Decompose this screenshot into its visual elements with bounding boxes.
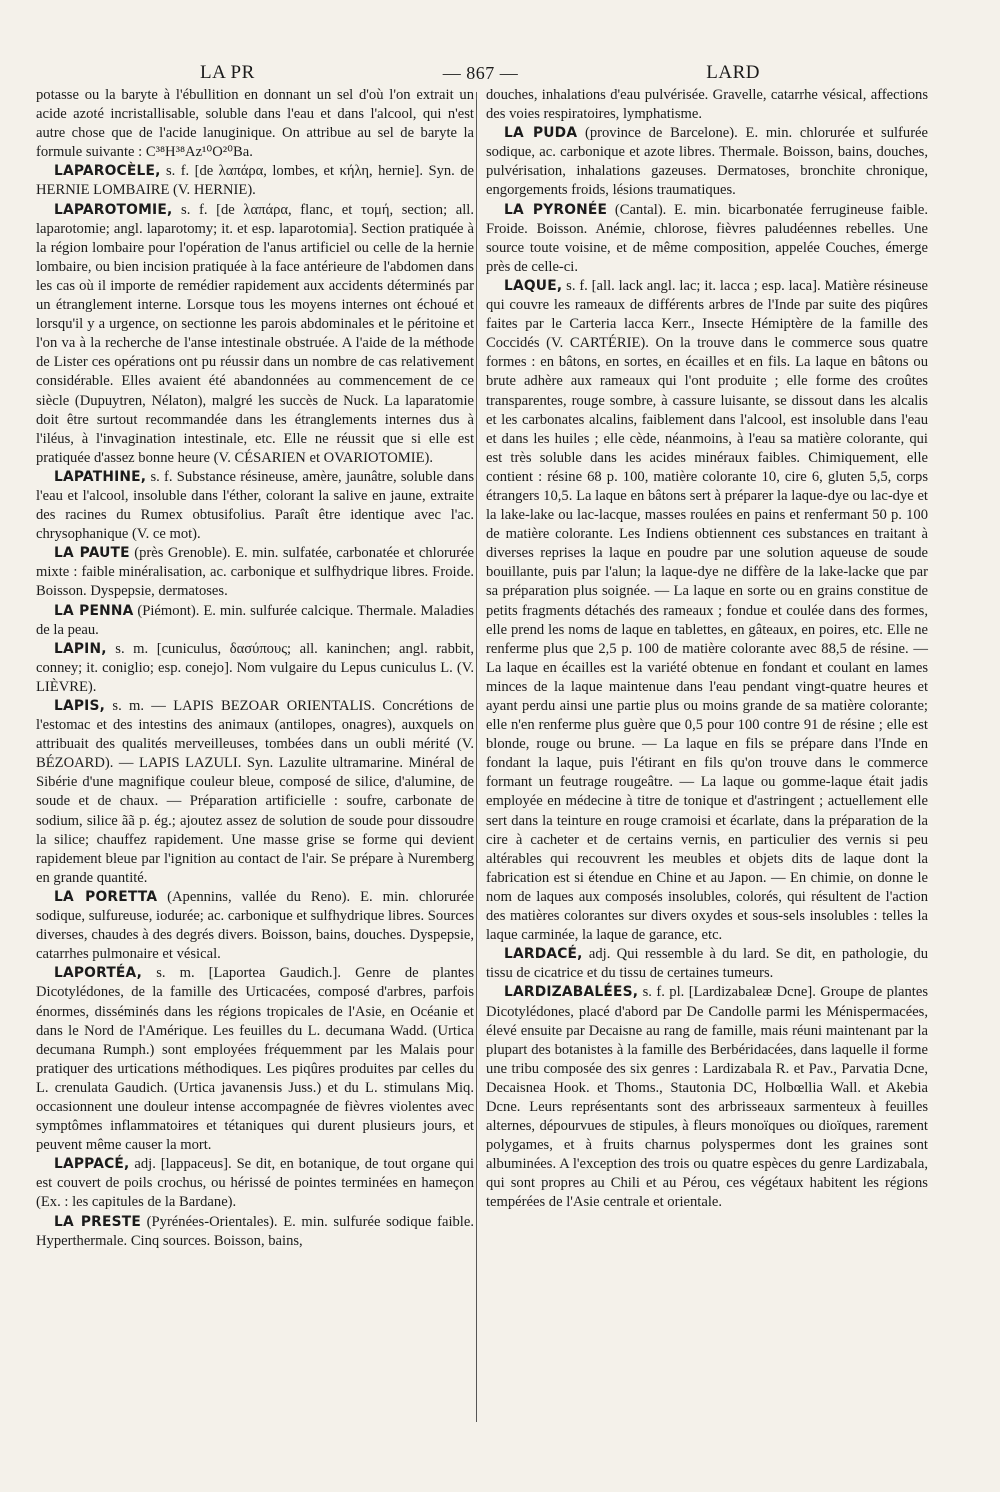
header-right-guide-word: LARD (706, 62, 760, 83)
entry-headword: LA PYRONÉE (504, 201, 608, 218)
entry-definition: (Apennins, vallée du Reno). E. min. chlorurée sodique, sulfureuse, iodurée; ac. carbonique et sulfhydrique libres. Sources diverses, chaudes à des degrés divers. Boisson, bains, douches. Dyspepsie, catarrhes pulmonaire et vésical. (36, 888, 474, 963)
entry-definition: s. f. Substance résineuse, amère, jaunâtre, soluble dans l'eau et l'alcool, insoluble dans l'éther, colorant la salive en jaune, extraite des racines du Rumex obtusifolius. Paraît être identique avec l'ac. chrysophanique (V. ce mot). (36, 468, 474, 543)
running-header (200, 56, 760, 90)
entry-headword: LAPIS, (54, 698, 106, 714)
entry-definition: s. f. [de λαπάρα, lombes, et κήλη, hernie]. Syn. de HERNIE LOMBAIRE (V. HERNIE). (36, 163, 474, 199)
dictionary-entry (36, 602, 474, 640)
entry-definition: s. f. pl. [Lardizabaleæ Dcne]. Groupe de plantes Dicotylédones, placé d'abord par De Candolle parmi les Ménispermacées, élevé ensuite par Decaisne au rang de famille, mais réuni maintenant par la plupart des botanistes à la famille des Berbéridacées, dans laquelle il forme une tribu composée des six genres : Lardizabala R. et Pav., Parvatia Dcne, Decaisnea Hook. et Thoms., Stautonia DC, Holbœllia Wall. et Akebia Dcne. Leurs représentants sont des arbrisseaux sarmenteux à feuilles alternes, dépourvues de stipules, à fleurs monoïques ou dioïques, rarement polygames, et à fruits charnus polyspermes dont les graines sont albuminées. A l'exception des trois ou quatre espèces du genre Lardizabala, qui sont propres au Chili et au Pérou, ces végétaux habitent les régions tempérées de l'Asie centrale et orientale. (486, 984, 928, 1211)
entry-definition: s. m. [Laportea Gaudich.]. Genre de plantes Dicotylédones, de la famille des Urticacées, composé d'arbres, parfois énormes, disséminés dans les régions tropicales de l'Asie, en Océanie et dans le Nord de l'Amérique. Les feuilles du L. decumana Wadd. (Urtica decumana Rumph.) sont employées fréquemment par les Malais pour pratiquer des urtications méthodiques. Les piqûres produites par celles du L. crenulata Gaudich. (Urtica javanensis Juss.) et du L. stimulans Miq. occasionnent une douleur intense accompagnée de fièvres violentes avec symptômes inflammatoires et tétaniques qui durent plusieurs jours, et peuvent même causer la mort. (36, 965, 474, 1154)
dictionary-entry (486, 201, 928, 277)
entry-definition: adj. Qui ressemble à du lard. Se dit, en pathologie, du tissu de cicatrice et du tissu de certaines tumeurs. (486, 946, 928, 982)
entry-definition: s. m. — LAPIS BEZOAR ORIENTALIS. Concrétions de l'estomac et des intestins des animaux (antilopes, onagres), auxquels on attribuait des qualités merveilleuses, tombées dans un oubli mérité (V. BÉZOARD). — LAPIS LAZULI. Syn. Lazulite ultramarine. Minéral de Sibérie d'une magnifique couleur bleue, composé de silice, d'alumine, de soude et de chaux. — Préparation artificielle : soufre, carbonate de sodium, silice ãã p. ég.; ajoutez assez de solution de soude pour dissoudre la silice; chauffez rapidement. Une masse grise se forme qui devient rapidement bleue par l'ignition au contact de l'air. Se prépare à Nuremberg en grande quantité. (36, 698, 474, 886)
entry-headword: LAPORTÉA, (54, 965, 143, 982)
dictionary-entry (36, 964, 474, 1155)
entry-definition: potasse ou la baryte à l'ébullition en donnant un sel d'où l'on extrait un acide azoté incristallisable, soluble dans l'eau et dans l'alcool, qui n'est autre chose que de l'acide lanuginique. On attribue au sel de baryte la formule suivante : C³⁸H³⁸Az¹⁰O²⁰Ba. (36, 87, 474, 161)
dictionary-entry (36, 697, 474, 888)
dictionary-entry (36, 162, 474, 200)
dictionary-entry (486, 124, 928, 200)
dictionary-entry (486, 945, 928, 983)
dictionary-entry (36, 201, 474, 468)
entry-definition: (Cantal). E. min. bicarbonatée ferrugineuse faible. Froide. Boisson. Anémie, chlorose, fièvres paludéennes rebelles. Une source toute voisine, et de même composition, appelée Couches, émerge près de celle-ci. (486, 201, 929, 275)
entry-definition: (près Grenoble). E. min. sulfatée, carbonatée et chlorurée mixte : faible minéralisation, ac. carbonique et sulfhydrique libres. Froide. Boisson. Dyspepsie, dermatoses. (36, 545, 474, 600)
dictionary-entry (36, 1213, 474, 1251)
dictionary-entry (36, 86, 474, 162)
entry-headword: LAPPACÉ, (54, 1156, 130, 1173)
entry-headword: LARDACÉ, (504, 946, 583, 963)
left-column (36, 86, 474, 1251)
dictionary-entry (36, 544, 474, 601)
entry-definition: adj. [lappaceus]. Se dit, en botanique, de tout organe qui est couvert de poils crochus, ou hérissé de pointes terminées en hameçon (Ex. : les capitules de la Bardane). (36, 1156, 475, 1211)
entry-definition: douches, inhalations d'eau pulvérisée. Gravelle, catarrhe vésical, affections des voies respiratoires, lymphatisme. (486, 87, 928, 123)
entry-headword: LA PENNA (54, 602, 134, 619)
dictionary-entry (36, 888, 474, 964)
entry-definition: s. f. [all. lack angl. lac; it. lacca ; esp. laca]. Matière résineuse qui couvre les rameaux de différents arbres de l'Inde par suite des piqûres faites par le Carteria lacca Kerr., Insecte Hémiptère de la famille des Coccidés (V. CARTÉRIE). On la trouve dans le commerce sous quatre formes : en bâtons, en sortes, en écailles et en fils. La laque en bâtons ou brute adhère aux rameaux qui l'ont produite ; elle forme des croûtes transparentes, rouge sombre, à cassure luisante, se dissout dans les alcalis et les carbonates alcalins, faiblement dans l'alcool, est insoluble dans l'eau et dans les huiles ; elle cède, néanmoins, à l'eau sa matière colorante, qui est très soluble dans les acides minéraux faibles. Chimiquement, elle contient : résine 68 p. 100, matière colorante 10, cire 6, gluten 5,5, corps étrangers 10,5. La laque en bâtons sert à préparer la laque-dye ou lac-dye et la lake-lake ou lac-lacque, masses roulées en pains et renfermant 50 p. 100 de matière colorante. Les Indiens obtiennent ces substances en traitant à diverses reprises la laque en poudre par une solution aqueuse de soude bouillante, puis par l'alun; la laque-dye ne diffère de la lake-lacke que par sa préparation plus soignée. — La laque en sorte ou en grains constitue de petits fragments détachés des rameaux ; fondue et coulée dans des formes, elle prend les noms de laque en tablettes, en gâteaux, en poires, etc. Elle ne renferme plus que 2,5 p. 100 de matière colorante avec 88,5 de résine. — La laque en écailles est la variété obtenue en fondant et coulant en lames minces de la laque maintenue dans l'eau pendant vingt-quatre heures et ayant perdu ainsi une partie plus ou moins grande de sa matière colorante; elle n'en renferme plus guère que 0,5 pour 100 contre 91 de résine ; elle est blonde, rouge ou brune. — La laque en fils se prépare dans l'Inde en fondant la laque, puis l'étirant en fils qu'on trouve dans le commerce formant un feutrage rougeâtre. — La laque ou gomme-laque était jadis employée en médecine à titre de tonique et d'astringent ; actuellement elle sert dans la teinture en rouge cramoisi et écarlate, dans la préparation de la cire à cacheter et de certains vernis, en particulier des vernis si peu altérables qui recouvrent les meubles et objets dits de laque dont la fabrication est si étendue en Chine et au Japon. — En chimie, on donne le nom de laques aux composés insolubles, colorés, qui résultent de l'action des matières colorantes sur divers oxydes et sous-sels insolubles : telles la laque carminée, la laque de garance, etc. (486, 277, 928, 944)
entry-headword: LAPATHINE, (54, 468, 147, 485)
entry-headword: LA PAUTE (54, 545, 130, 562)
entry-headword: LAPAROTOMIE, (54, 201, 173, 218)
entry-headword: LA PRESTE (54, 1213, 142, 1230)
page-number: — 867 — (442, 62, 519, 83)
entry-definition: s. m. [cuniculus, δασύπους; all. kaninchen; angl. rabbit, conney; it. coniglio; esp. conejo]. Nom vulgaire du Lepus cuniculus L. (V. LIÈVRE). (36, 640, 474, 695)
dictionary-entry (486, 86, 928, 124)
entry-definition: (Pyrénées-Orientales). E. min. sulfurée sodique faible. Hyperthermale. Cinq sources. Boisson, bains, (36, 1213, 474, 1249)
entry-definition: (province de Barcelone). E. min. chlorurée et sulfurée sodique, ac. carbonique et azote libres. Thermale. Boisson, bains, douches, pulvérisation, inhalations gazeuses. Dermatoses, bronchite chronique, engorgements froids, lésions traumatiques. (486, 125, 929, 199)
entry-headword: LA PORETTA (54, 888, 158, 905)
right-column (486, 86, 928, 1213)
dictionary-entry (486, 277, 928, 945)
entry-headword: LA PUDA (504, 125, 578, 142)
entry-definition: s. f. [de λαπάρα, flanc, et τομή, section; all. laparotomie; angl. laparotomy; it. et esp. laparotomia]. Section pratiquée à la région lombaire pour l'opération de l'anus artificiel ou celle de la hernie lombaire, ou bien incision pratiquée à la face antérieure de l'abdomen dans les cas où il importe de remédier rapidement aux accidents déterminés par un étranglement interne. Lorsque tous les moyens internes ont échoué et lorsqu'il y a urgence, on sectionne les parois abdominales et le péritoine et l'on va à la recherche de l'anse intestinale obstruée. A l'aide de la méthode de Lister ces opérations ont pu réussir dans un nombre de cas relativement considérable. Elles avaient été abandonnées au commencement de ce siècle (Dupuytren, Nélaton), malgré les succès de Nuck. La laparatomie doit être surtout recommandée dans les étranglements internes dus à l'iléus, à l'invagination intestinale, etc. Elle ne réussit que si elle est pratiquée d'assez bonne heure (V. CÉSARIEN et OVARIOTOMIE). (36, 201, 474, 466)
entry-headword: LARDIZABALÉES, (504, 984, 639, 1001)
entry-definition: (Piémont). E. min. sulfurée calcique. Thermale. Maladies de la peau. (36, 602, 474, 638)
entry-headword: LAQUE, (504, 277, 563, 294)
entry-headword: LAPAROCÈLE, (54, 163, 161, 180)
dictionary-entry (36, 640, 474, 697)
header-left-guide-word: LA PR (200, 62, 255, 83)
dictionary-entry (36, 1155, 474, 1212)
column-divider (476, 92, 477, 1422)
entry-headword: LAPIN, (54, 640, 107, 657)
dictionary-entry (36, 468, 474, 544)
dictionary-entry (486, 983, 928, 1212)
